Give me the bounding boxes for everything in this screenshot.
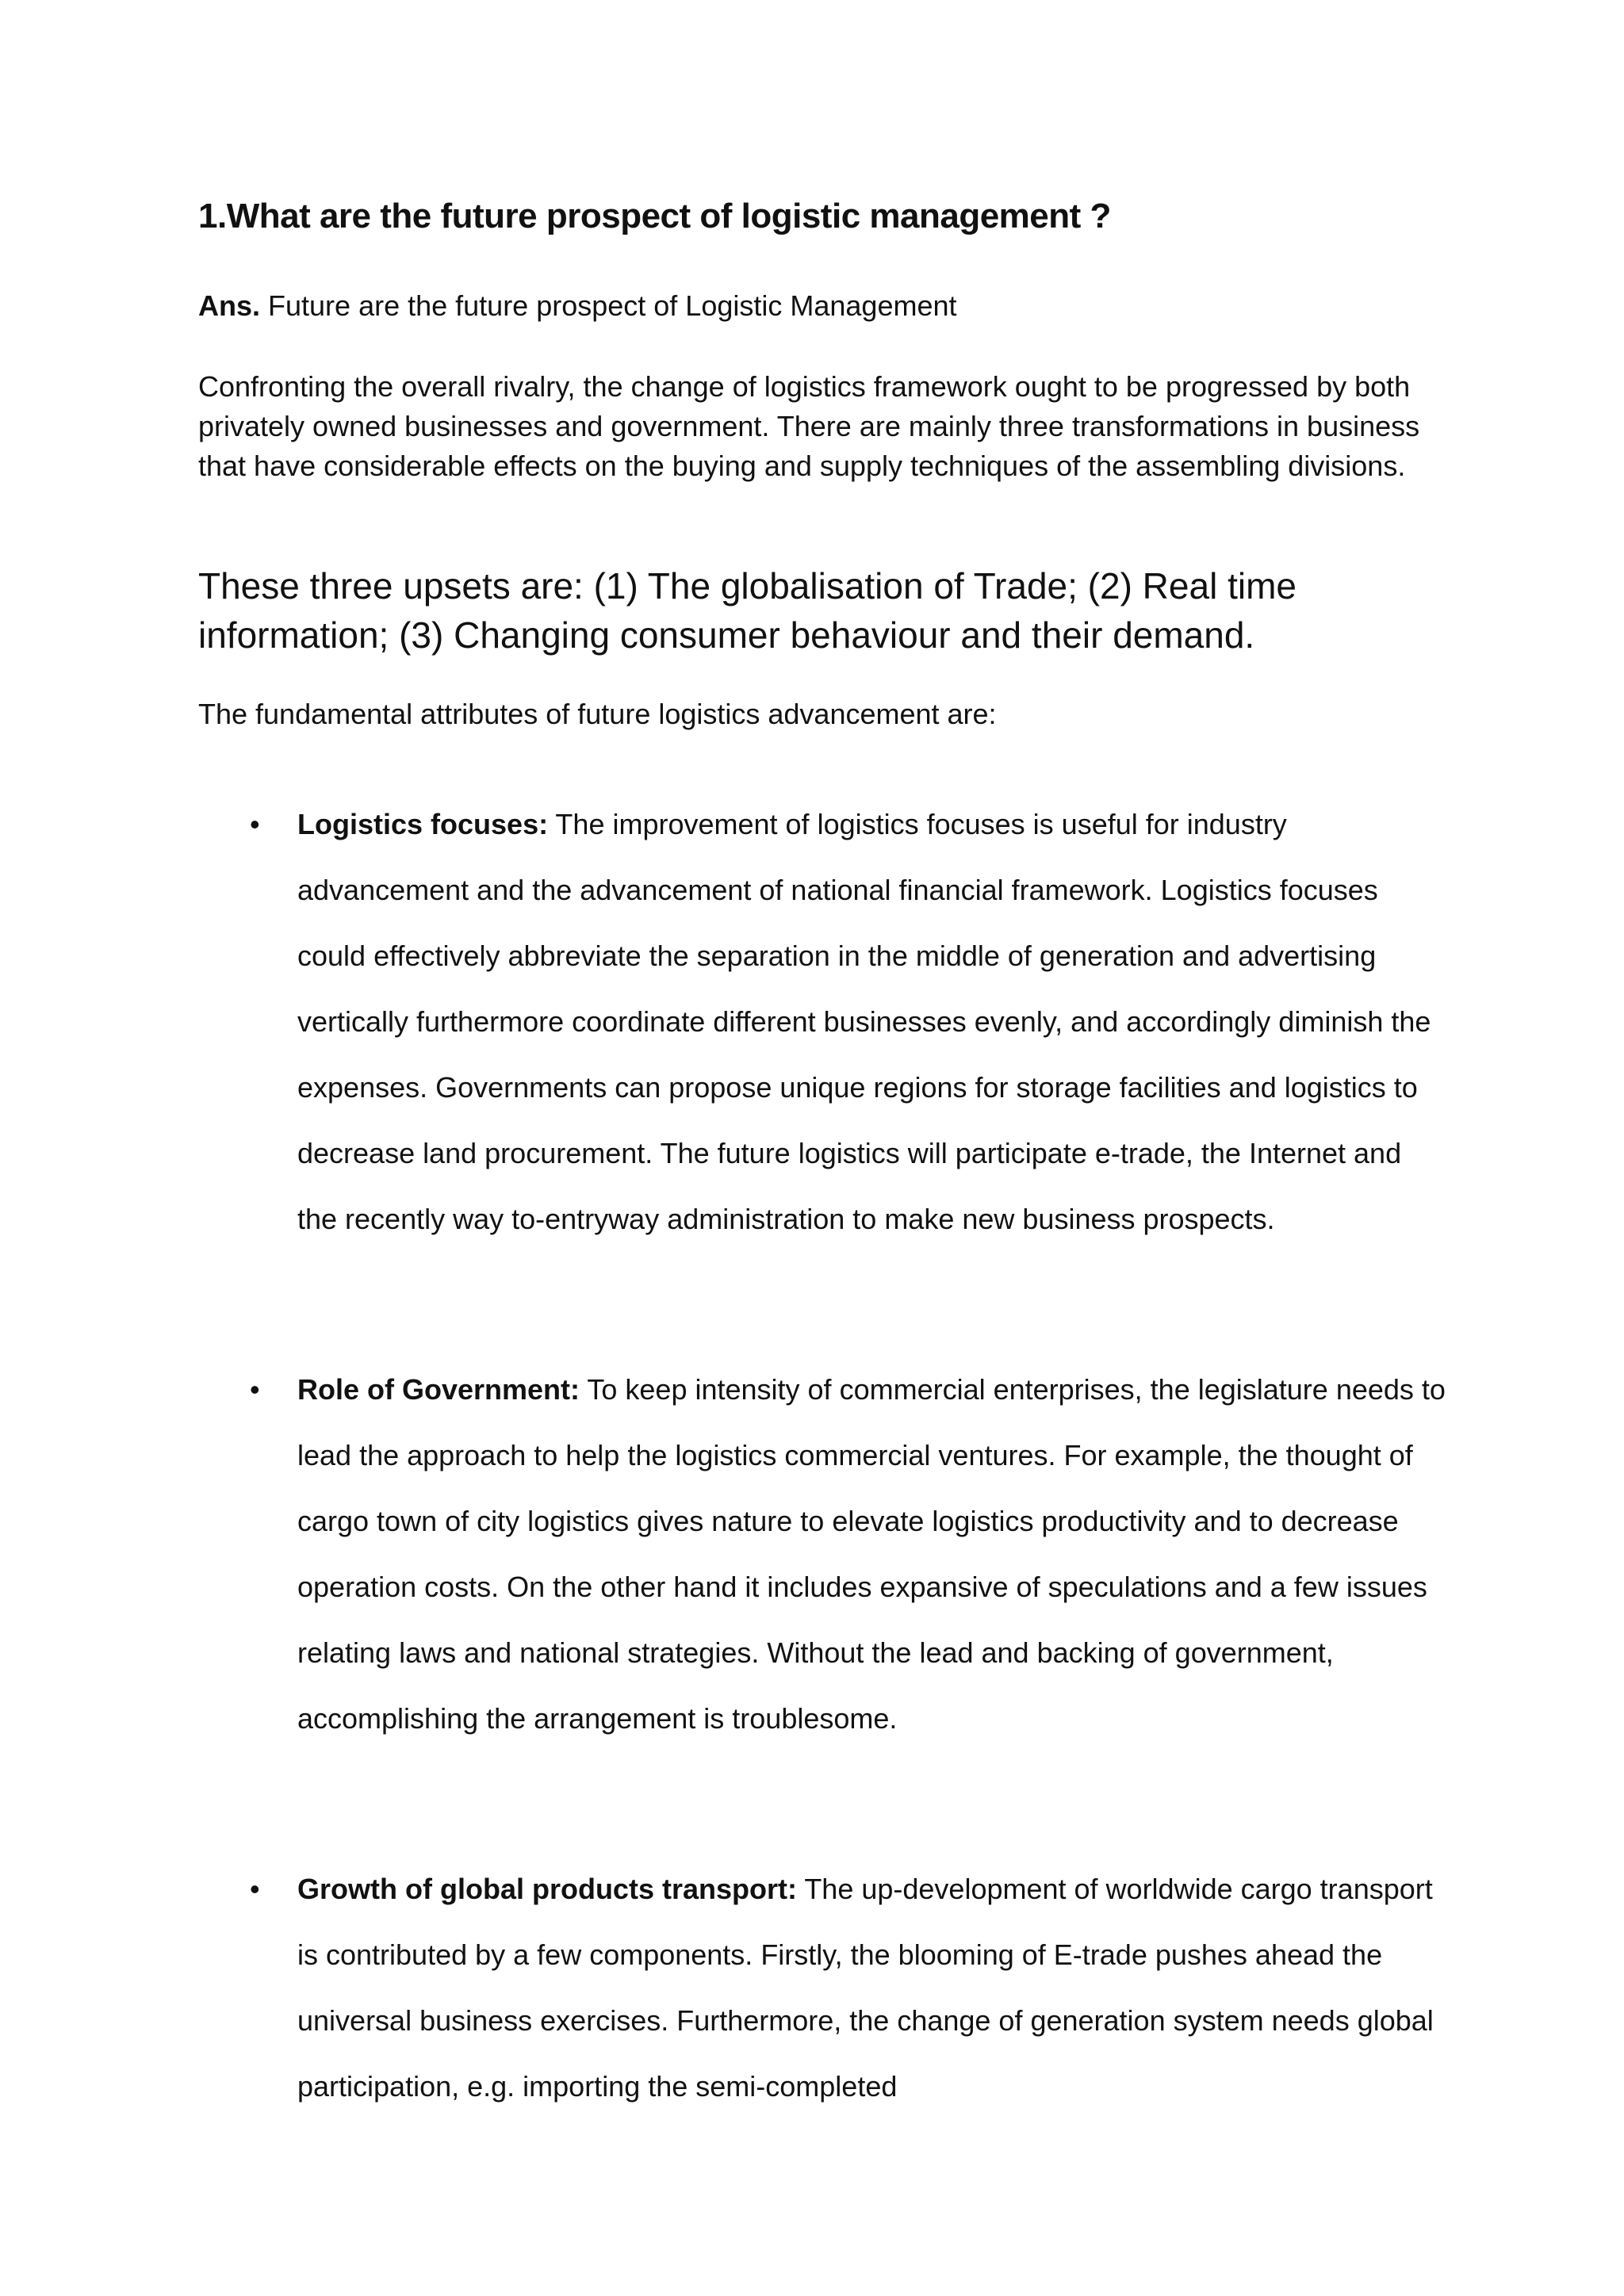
answer-line <box>198 289 957 323</box>
list-item-logistics-focuses <box>297 791 1447 1252</box>
list-item-title: Logistics focuses: <box>297 808 549 840</box>
list-item-text: The up-development of worldwide cargo transport is contributed by a few components. Firstly, the blooming of E-trade pushes ahead the universal business exercises. Furthermore, the change of generation system needs global participation, e.g. importing the semi-completed <box>297 1873 1434 2103</box>
answer-text: Future are the future prospect of Logistic Management <box>260 289 957 322</box>
list-item-global-products-transport <box>297 1856 1447 2119</box>
list-item-role-of-government <box>297 1357 1447 1751</box>
intro-paragraph: Confronting the overall rivalry, the change of logistics framework ought to be progressed by both privately owned businesses and government. There are mainly three transformations in business that have considerable effects on the buying and supply techniques of the assembling divisions. <box>198 370 1420 482</box>
question-title: 1.What are the future prospect of logistic management ? <box>198 197 1111 235</box>
answer-label: Ans. <box>198 289 261 322</box>
bullet-icon: • <box>250 1373 260 1406</box>
list-item-title: Growth of global products transport: <box>297 1873 797 1905</box>
list-item-title: Role of Government: <box>297 1373 580 1406</box>
upsets-paragraph: These three upsets are: (1) The globalisation of Trade; (2) Real time information; (3) Changing consumer behaviour and their demand. <box>198 565 1297 656</box>
attributes-intro: The fundamental attributes of future logistics advancement are: <box>198 698 997 730</box>
bullet-icon: • <box>250 808 260 840</box>
list-item-text: To keep intensity of commercial enterprises, the legislature needs to lead the approach to help the logistics commercial ventures. For example, the thought of cargo town of city logistics gives nature to elevate logistics productivity and to decrease operation costs. On the other hand it includes expansive of speculations and a few issues relating laws and national strategies. Without the lead and backing of government, accomplishing the arrangement is troublesome. <box>297 1373 1446 1735</box>
list-item-text: The improvement of logistics focuses is useful for industry advancement and the advancement of national financial framework. Logistics focuses could effectively abbreviate the separation in the middle of generation and advertising vertically furthermore coordinate different businesses evenly, and accordingly diminish the expenses. Governments can propose unique regions for storage facilities and logistics to decrease land procurement. The future logistics will participate e-trade, the Internet and the recently way to-entryway administration to make new business prospects. <box>297 808 1431 1235</box>
bullet-icon: • <box>250 1873 260 1905</box>
